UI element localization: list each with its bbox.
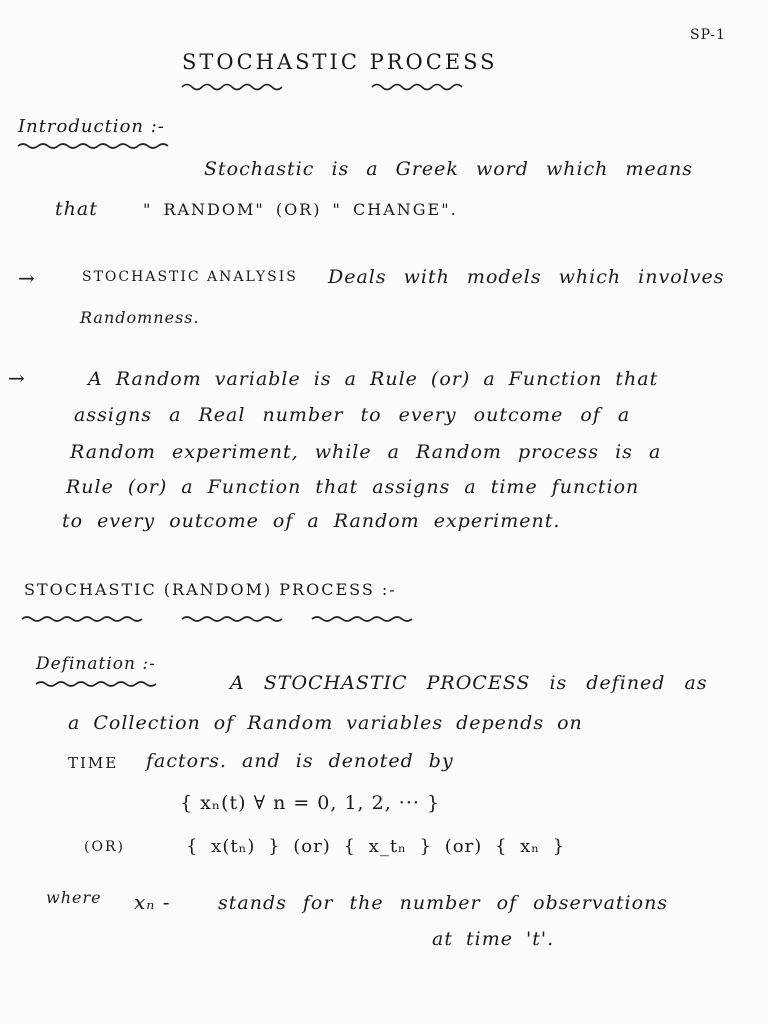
definition-line-2: a Collection of Random variables depends on xyxy=(68,712,583,734)
definition-line-3-rest: factors. and is denoted by xyxy=(146,750,454,772)
bullet1-caps: STOCHASTIC ANALYSIS xyxy=(82,269,298,285)
where-text-2: at time 't'. xyxy=(432,928,555,950)
bullet2-line-4: Rule (or) a Function that assigns a time function xyxy=(66,476,640,498)
definition-line-3-caps: TIME xyxy=(68,754,119,772)
where-label: where xyxy=(46,888,102,907)
or-label: (OR) xyxy=(84,839,125,855)
where-text: stands for the number of observations xyxy=(218,892,669,914)
title-underline xyxy=(182,80,472,94)
definition-label: Defination :- xyxy=(36,654,156,674)
definition-underline xyxy=(36,678,166,690)
where-variable: xₙ - xyxy=(134,890,171,914)
intro-line-2b: " RANDOM" (OR) " CHANGE". xyxy=(143,200,458,219)
bullet-arrow-2: → xyxy=(8,366,25,390)
bullet2-line-2: assigns a Real number to every outcome of a xyxy=(74,404,631,426)
intro-underline xyxy=(18,140,178,152)
bullet1-line-2: Randomness. xyxy=(80,308,200,327)
bullet-arrow-1: → xyxy=(18,266,35,290)
definition-line-1: A STOCHASTIC PROCESS is defined as xyxy=(230,672,708,694)
formula-1: { xₙ(t) ∀ n = 0, 1, 2, ··· } xyxy=(180,792,441,814)
intro-heading: Introduction :- xyxy=(18,116,165,137)
page-number: SP-1 xyxy=(690,27,726,43)
bullet2-line-3: Random experiment, while a Random process is a xyxy=(70,441,662,463)
section-heading: STOCHASTIC (RANDOM) PROCESS :- xyxy=(24,580,397,599)
formula-2: { x(tₙ) } (or) { x_tₙ } (or) { xₙ } xyxy=(186,836,566,857)
bullet1-rest: Deals with models which involves xyxy=(328,266,725,288)
bullet2-line-5: to every outcome of a Random experiment. xyxy=(62,510,561,532)
section-underline xyxy=(22,612,442,626)
bullet2-line-1: A Random variable is a Rule (or) a Function that xyxy=(88,368,659,390)
page-title: STOCHASTIC PROCESS xyxy=(182,50,498,74)
intro-line-1: Stochastic is a Greek word which means xyxy=(204,158,694,180)
intro-line-2a: that xyxy=(55,198,98,220)
